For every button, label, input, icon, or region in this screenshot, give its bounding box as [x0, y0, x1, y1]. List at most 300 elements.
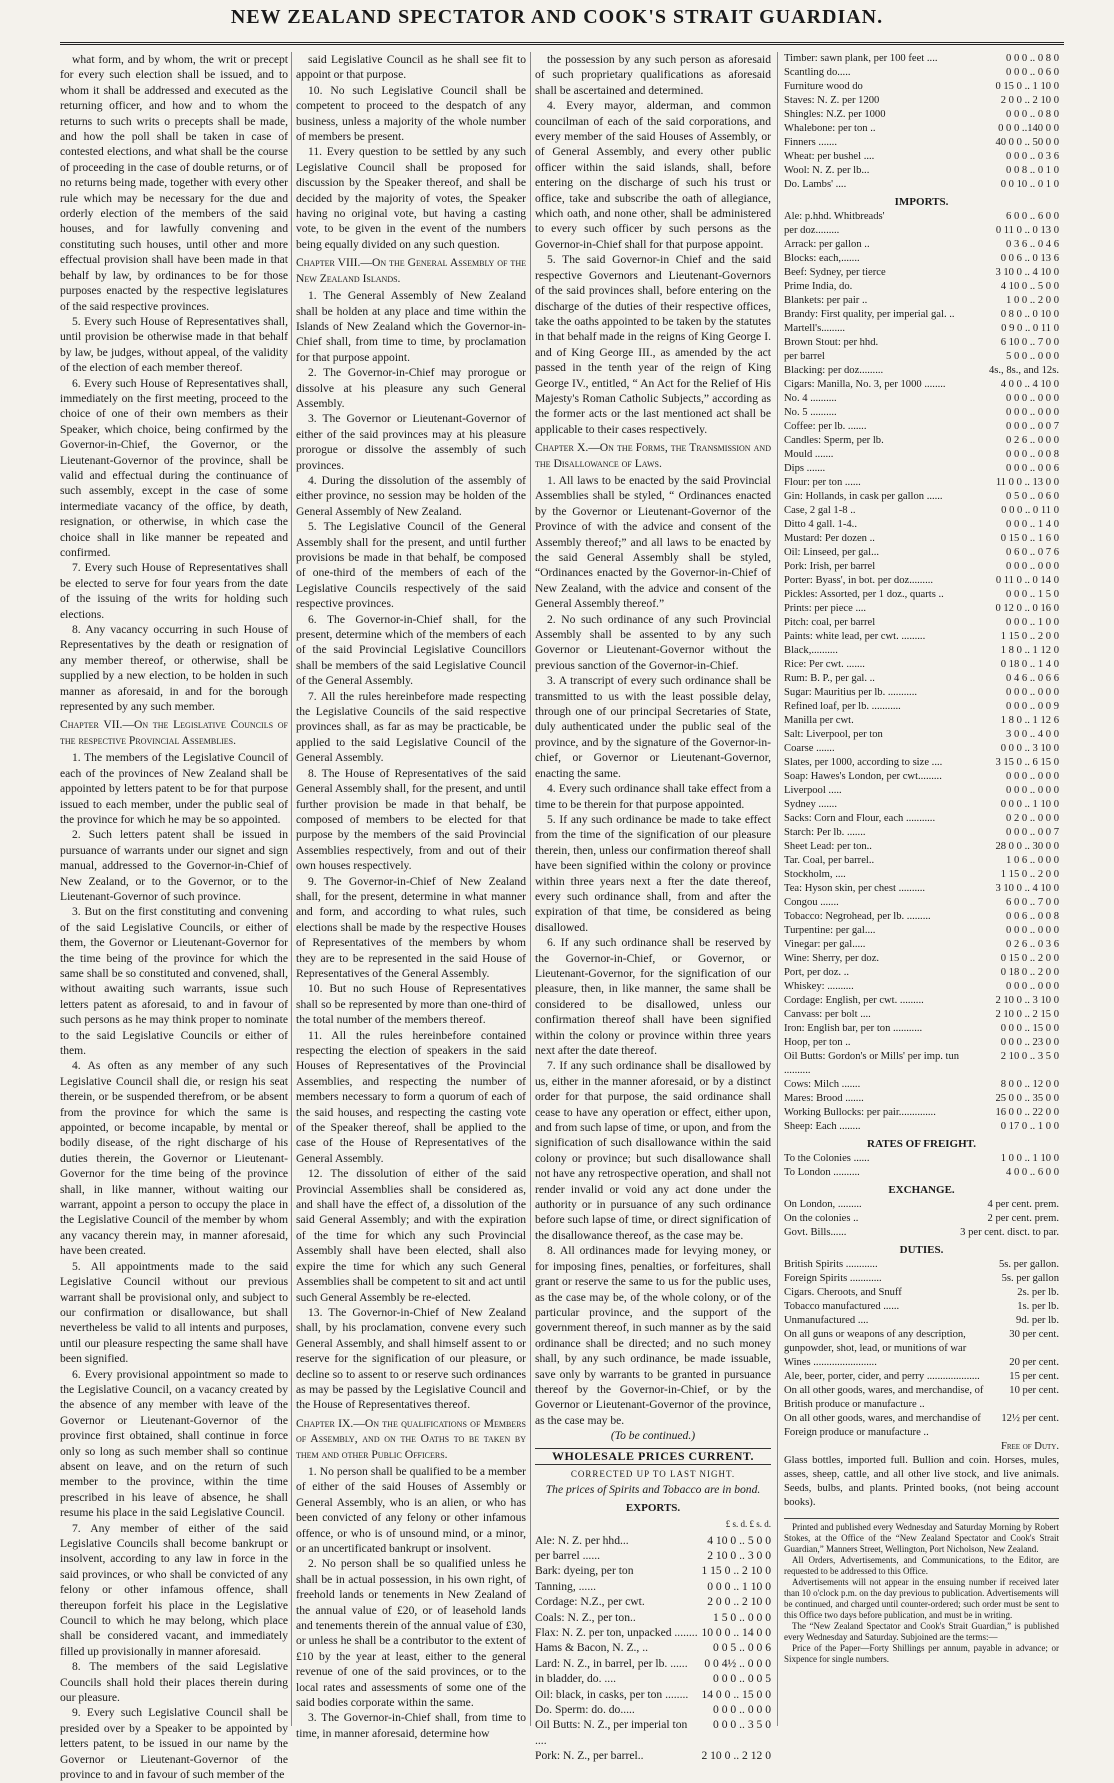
duty-row: [784, 1286, 1059, 1300]
item-name: Wheat: per bushel ....: [784, 151, 875, 162]
item-name: Whiskey: ..........: [784, 981, 854, 992]
imprint-line: The “New Zealand Spectator and Cook's Strait Guardian,” is published every Wednesday and Saturday. Subjoined are the terms:—: [784, 1621, 1059, 1642]
item-price: 8 0 0 .. 12 0 0: [1000, 1079, 1059, 1090]
import-row: [784, 812, 1059, 826]
item-name: Wine: Sherry, per doz.: [784, 953, 880, 964]
item-name: Oil: black, in casks, per ton ........: [535, 1687, 689, 1701]
item-price: 40 0 0 .. 50 0 0: [995, 137, 1059, 148]
export-row: [535, 1656, 771, 1671]
item-name: Tobacco manufactured ......: [784, 1301, 900, 1312]
item-name: Furniture wood do: [784, 81, 863, 92]
paragraph: 5. The Legislative Council of the General Assembly shall for the present, and until further provisions be made in that behalf, be composed of one-third of the members of each of the Legislative Councils respectively of the said respective provinces.: [296, 520, 526, 611]
duties-table: [784, 1258, 1059, 1440]
item-price: 0 0 0 .. 0 6 0: [1006, 67, 1059, 78]
item-price: 0 0 0 .. 0 0 8: [1006, 449, 1059, 460]
item-price: 15 per cent.: [1009, 1371, 1059, 1382]
item-name: Bark: dyeing, per ton: [535, 1564, 634, 1578]
export-row: [535, 1594, 771, 1609]
import-row: [784, 476, 1059, 490]
paragraph: 6. The Governor-in-Chief shall, for the present, determine which of the members of each of the said Provincial Legislative Councillors shall be members of the said Legislative Council of the General Assembly.: [296, 612, 526, 688]
import-row: [784, 616, 1059, 630]
imprint-line: Advertisements will not appear in the ensuing number if received later than 10 o'clock p.m. on the day previous to publication. Advertisements will be continued, and charged until counter-ordered; such order must be sent to this Office two days before publication, and must be in writing.: [784, 1577, 1059, 1620]
item-price: 0 0 0 .. 1 5 0: [1006, 589, 1059, 600]
item-name: Tea: Hyson skin, per chest ..........: [784, 883, 926, 894]
item-price: 2 0 0 .. 2 10 0: [1000, 95, 1059, 106]
item-name: Starch: Per lb. .......: [784, 827, 866, 838]
item-price: 0 0 0 .. 0 3 6: [1006, 151, 1059, 162]
item-price: 0 17 0 .. 1 0 0: [1000, 1121, 1059, 1132]
import-row: [784, 728, 1059, 742]
item-name: Port, per doz. ..: [784, 967, 850, 978]
import-row: [784, 546, 1059, 560]
import-row: [784, 252, 1059, 266]
item-price: 2s. per lb.: [1017, 1287, 1059, 1298]
import-row: [784, 658, 1059, 672]
import-row: [784, 420, 1059, 434]
import-row: [784, 994, 1059, 1008]
item-price: 0 0 0 .. 0 11 0: [1001, 505, 1059, 516]
item-price: 6 10 0 .. 7 0 0: [1000, 337, 1059, 348]
import-row: [784, 588, 1059, 602]
import-row: [784, 322, 1059, 336]
import-row: [784, 378, 1059, 392]
item-price: 2 10 0 .. 2 12 0: [701, 1749, 771, 1763]
duty-row: [784, 1258, 1059, 1272]
item-name: No. 4 ..........: [784, 393, 837, 404]
item-price: 0 0 0 .. 0 0 0: [1006, 771, 1059, 782]
item-price: 1 8 0 .. 1 12 0: [1000, 645, 1059, 656]
item-price: 0 0 0 .. 3 5 0: [713, 1718, 771, 1732]
imprint: [784, 1518, 1059, 1665]
duty-row: [784, 1272, 1059, 1286]
import-row: [784, 868, 1059, 882]
item-name: Whalebone: per ton ..: [784, 123, 876, 134]
paragraph: 9. Every such Legislative Council shall be presided over by a Speaker to be appointed by letters patent, to be issued in our name by the Governor or Lieutenant-Governor of the province to and in favour of such member of the: [60, 1706, 288, 1782]
import-row: [784, 574, 1059, 588]
import-row: [784, 952, 1059, 966]
import-row: [784, 504, 1059, 518]
paragraph: 5. If any such ordinance be made to take effect from the time of the signification of our pleasure therein, then, unless our confirmation thereof shall have been signified within the colony or province within three years next a fter the date thereof, every such ordinance shall, from and after the expiration of that time, be considered as being disallowed.: [535, 812, 771, 934]
item-price: 5s. per gallon.: [998, 1259, 1059, 1270]
item-price: 14 0 0 .. 15 0 0: [701, 1687, 771, 1701]
item-price: 1 0 0 .. 2 0 0: [1006, 295, 1059, 306]
paragraph: 7. Any member of either of the said Legislative Councils shall become bankrupt or insolvent, according to any law in force in the said provinces, or who shall be convicted of any felony or other infamous offence, shall thereupon forfeit his place in the Legislative Council to which he may belong, which place shall be considered vacant, and immediately filled up provisionally in manner aforesaid.: [60, 1521, 288, 1658]
paragraph: 4. Every such ordinance shall take effect from a time to be therein for that purpose appointed.: [535, 782, 771, 811]
item-price: 1 15 0 .. 2 0 0: [1000, 631, 1059, 642]
item-name: Cigars: Manilla, No. 3, per 1000 ........: [784, 379, 946, 390]
import-row: [784, 854, 1059, 868]
item-price: 0 0 0 .. 0 0 0: [1006, 687, 1059, 698]
exchange-row: [784, 1212, 1059, 1226]
item-price: 0 0 0 .. 0 0 5: [713, 1672, 771, 1686]
paragraph: 8. Any vacancy occurring in such House of Representatives by the death or resignation of any member thereof, or otherwise, shall be supplied by a new election, to be holden in such manner as aforesaid, in and for the borough represented by any such member.: [60, 623, 288, 714]
item-price: 2 10 0 .. 3 0 0: [707, 1549, 771, 1562]
item-name: Brandy: First quality, per imperial gal. ..: [784, 309, 955, 320]
item-name: Hams & Bacon, N. Z., ..: [535, 1641, 649, 1655]
item-price: 0 0 0 ..140 0 0: [998, 123, 1059, 134]
exchange-row: [784, 1198, 1059, 1212]
import-row: [784, 350, 1059, 364]
item-price: 1s. per lb.: [1017, 1301, 1059, 1312]
item-name: Iron: English bar, per ton ...........: [784, 1023, 923, 1034]
import-row: [784, 910, 1059, 924]
item-price: 0 0 0 .. 0 0 0: [1006, 785, 1059, 796]
item-name: Blocks: each,.......: [784, 253, 860, 264]
exports-title: EXPORTS.: [625, 1501, 681, 1514]
import-row: [784, 1050, 1059, 1078]
item-name: Liverpool .....: [784, 785, 842, 796]
export-row: [535, 1533, 771, 1548]
paragraph: 1. The members of the Legislative Council of each of the provinces of New Zealand shall be appointed by letters patent to be for that purpose issued to each member, under the public seal of the province for which he may be so appointed.: [60, 751, 288, 826]
item-name: Paints: white lead, per cwt. .........: [784, 631, 926, 642]
item-name: Ale: p.hhd. Whitbreads': [784, 211, 885, 222]
item-price: 3 15 0 .. 6 15 0: [995, 757, 1059, 768]
duty-row: [784, 1356, 1059, 1370]
duty-row: [784, 1412, 1059, 1440]
import-row: [784, 266, 1059, 280]
item-name: Gin: Hollands, in cask per gallon ......: [784, 491, 943, 502]
item-name: Working Bullocks: per pair..............: [784, 1107, 936, 1118]
import-row: [784, 490, 1059, 504]
item-price: 0 0 0 .. 0 8 0: [1006, 109, 1059, 120]
item-price: 0 0 0 .. 0 0 0: [713, 1703, 771, 1717]
item-name: in bladder, do. ....: [535, 1672, 616, 1686]
item-name: Congou .......: [784, 897, 839, 908]
imprint-line: Printed and published every Wednesday and Saturday Morning by Robert Stokes, at the Office of the “New Zealand Spectator and Cook's Strait Guardian,” Manners Street, Wellington, Port Nicholson, New Zealand.: [784, 1522, 1059, 1554]
item-name: Oil Butts: N. Z., per imperial ton ....: [535, 1718, 688, 1747]
item-name: Refined loaf, per lb. ...........: [784, 701, 901, 712]
export-row: [535, 1579, 771, 1594]
import-row: [784, 406, 1059, 420]
exports-table: [535, 1533, 771, 1764]
item-price: 3 per cent. disct. to par.: [960, 1227, 1059, 1238]
import-row: [784, 966, 1059, 980]
price-row: [784, 178, 1059, 192]
import-row: [784, 938, 1059, 952]
price-row: [784, 164, 1059, 178]
item-price: 0 6 0 .. 0 7 6: [1006, 547, 1059, 558]
item-price: 0 4 6 .. 0 6 6: [1006, 673, 1059, 684]
import-row: [784, 462, 1059, 476]
item-price: 30 per cent.: [1009, 1329, 1059, 1340]
item-price: 0 9 0 .. 0 11 0: [1001, 323, 1059, 334]
item-price: 5 0 0 .. 0 0 0: [1006, 351, 1059, 362]
item-price: 0 0 0 .. 23 0 0: [1000, 1037, 1059, 1048]
item-price: 1 5 0 .. 0 0 0: [713, 1610, 771, 1624]
item-name: Do. Sperm: do. do.....: [535, 1703, 635, 1717]
export-row: [535, 1748, 771, 1763]
item-name: On London, .........: [784, 1199, 862, 1210]
paragraph: the possession by any such person as aforesaid of such proprietary qualifications as aforesaid shall be ascertained and determined.: [535, 53, 771, 97]
item-price: 10 per cent.: [1009, 1385, 1059, 1396]
item-name: Pickles: Assorted, per 1 doz., quarts ..: [784, 589, 944, 600]
export-row: [535, 1671, 771, 1686]
import-row: [784, 826, 1059, 840]
item-price: 0 3 6 .. 0 4 6: [1006, 239, 1059, 250]
item-name: Blankets: per pair ..: [784, 295, 868, 306]
item-price: 1 0 0 .. 1 10 0: [1000, 1153, 1059, 1164]
freight-row: [784, 1166, 1059, 1180]
item-name: per barrel: [784, 351, 825, 362]
item-price: 0 0 0 .. 0 0 0: [1006, 925, 1059, 936]
item-price: 10 0 0 .. 14 0 0: [701, 1626, 771, 1640]
duty-row: [784, 1384, 1059, 1412]
item-name: Pork: N. Z., per barrel..: [535, 1749, 644, 1763]
item-price: 9d. per lb.: [1016, 1315, 1059, 1326]
item-price: 4 per cent. prem.: [987, 1199, 1059, 1210]
export-row: [535, 1687, 771, 1702]
price-row: [784, 122, 1059, 136]
paragraph: 3. But on the first constituting and convening of the said Legislative Councils, or either of them, the Governor or Lieutenant-Governor for the time being of the province for which the same shall be so constituted and convened, shall, without awaiting such warrants, issue such letters patent as aforesaid, to and in favour of such persons as he may think proper to nominate to the said Legislative Councils or either of them.: [60, 905, 288, 1057]
price-row: [784, 80, 1059, 94]
paragraph: 6. Every provisional appointment so made to the Legislative Council, on a vacancy created by the absence of any member with leave of the Governor or Lieutenant-Governor of the province first obtained, shall continue in force only so long as such member shall so continue absent on leave, and on the return of such member to the province, within the time prescribed in his leave of absence, he shall resume his place in the said Legislative Council.: [60, 1367, 288, 1520]
exchange-table: [784, 1198, 1059, 1240]
item-name: Beef: Sydney, per tierce: [784, 267, 886, 278]
import-row: [784, 798, 1059, 812]
item-name: Vinegar: per gal.....: [784, 939, 866, 950]
chapter-heading: Chapter X.—On the Forms, the Transmission and the Disallowance of Laws.: [535, 441, 771, 470]
item-name: Govt. Bills......: [784, 1227, 847, 1238]
item-price: 1 15 0 .. 2 0 0: [1000, 869, 1059, 880]
import-row: [784, 924, 1059, 938]
column-divider: [777, 52, 778, 1726]
item-price: 4s., 8s., and 12s.: [988, 365, 1059, 376]
import-row: [784, 840, 1059, 854]
imprint-line: Price of the Paper—Forty Shillings per annum, payable in advance; or Sixpence for single numbers.: [784, 1643, 1059, 1664]
paragraph: 7. If any such ordinance shall be disallowed by us, either in the manner aforesaid, or by a distinct order for that purpose, the said ordinance shall cease to have any operation or effect, either upon, and from such lapse of time, or upon, and from the signification of such disallowance within the said colony or province; but such disallowance shall not have any retrospective operation, and shall not render invalid or void any act done under the authority or in pursuance of any such ordinance before such lapse of time, or direct signification of the disallowance thereof, as the case may be.: [535, 1059, 771, 1242]
item-price: 0 0 0 .. 0 0 0: [1006, 561, 1059, 572]
import-row: [784, 672, 1059, 686]
export-row: [535, 1625, 771, 1640]
price-row: [784, 94, 1059, 108]
item-price: 25 0 0 .. 35 0 0: [995, 1093, 1059, 1104]
column-1: [60, 52, 288, 1783]
paragraph: 2. The Governor-in-Chief may prorogue or dissolve at his pleasure any such General Assembly.: [296, 366, 526, 410]
paragraph: 3. The Governor-in-Chief shall, from time to time, in manner aforesaid, determine how: [296, 1711, 526, 1740]
item-price: 2 10 0 .. 3 5 0: [1000, 1051, 1059, 1062]
item-price: 4 10 0 .. 5 0 0: [1000, 281, 1059, 292]
paragraph: 10. But no such House of Representatives shall so be represented by more than one-third of the total number of the members thereof.: [296, 982, 526, 1027]
paragraph: 1. No person shall be qualified to be a member of either of the said Houses of Assembly or General Assembly, who is an alien, or who has been convicted of any felony or other infamous offence, or who is of unsound mind, or a minor, or an uncertificated bankrupt or insolvent.: [296, 1464, 526, 1555]
item-name: On the colonies ..: [784, 1213, 859, 1224]
item-price: 0 0 6 .. 0 0 8: [1006, 911, 1059, 922]
item-name: Scantling do.....: [784, 67, 851, 78]
item-price: 0 0 6 .. 0 13 6: [1000, 253, 1059, 264]
item-name: Sheep: Each ........: [784, 1121, 861, 1132]
paragraph: 11. All the rules hereinbefore contained respecting the election of speakers in the said Houses of Representatives of the Provincial Assemblies, and respecting the number of members necessary to form a quorum of each of the said houses, and respecting the casting vote of the Speaker thereof, shall be applied to the case of the House of Representatives of the General Assembly.: [296, 1028, 526, 1165]
paragraph: 6. If any such ordinance shall be reserved by the Governor-in-Chief, or Governor, or Lieutenant-Governor, for the signification of our pleasure, then, in like manner, the same shall be considered to be disallowed, unless our confirmation thereof shall have been signified within the colony or province within three years next after the date thereof.: [535, 936, 771, 1057]
paragraph: 7. Every such House of Representatives shall be elected to serve for four years from the date of the issuing of the writs for holding such elections.: [60, 561, 288, 621]
item-name: Cordage: N.Z., per cwt.: [535, 1595, 645, 1609]
item-price: 0 0 0 .. 0 0 0: [1006, 981, 1059, 992]
import-row: [784, 224, 1059, 238]
import-row: [784, 896, 1059, 910]
item-price: 28 0 0 .. 30 0 0: [995, 841, 1059, 852]
item-price: 0 18 0 .. 1 4 0: [1000, 659, 1059, 670]
paragraph: 10. No such Legislative Council shall be competent to proceed to the despatch of any business, unless a majority of the whole number of members be present.: [296, 83, 526, 144]
imprint-line: All Orders, Advertisements, and Communications, to the Editor, are requested to be addressed to this Office.: [784, 1555, 1059, 1576]
item-price: 0 0 0 .. 0 8 0: [1006, 53, 1059, 64]
item-name: Shingles: N.Z. per 1000: [784, 109, 886, 120]
item-price: 0 0 0 .. 0 0 0: [1006, 407, 1059, 418]
item-name: Wool: N. Z. per lb...: [784, 165, 870, 176]
import-row: [784, 980, 1059, 994]
masthead: NEW ZEALAND SPECTATOR AND COOK'S STRAIT GUARDIAN.: [230, 6, 884, 28]
item-price: 0 15 0 .. 1 10 0: [995, 81, 1059, 92]
item-price: 16 0 0 .. 22 0 0: [995, 1107, 1059, 1118]
item-price: 0 0 0 .. 15 0 0: [1000, 1023, 1059, 1034]
import-row: [784, 630, 1059, 644]
item-price: 0 0 0 .. 0 0 7: [1006, 827, 1059, 838]
item-price: 0 0 0 .. 1 0 0: [1006, 617, 1059, 628]
item-name: Finners .......: [784, 137, 837, 148]
duties-title: DUTIES.: [899, 1244, 944, 1256]
column-3: [535, 52, 771, 1764]
item-name: Rum: B. P., per gal. ..: [784, 673, 875, 684]
paragraph: 1. All laws to be enacted by the said Provincial Assemblies shall be styled, “ Ordinances enacted by the Governor or Lieutenant-Governor of the Province of with the advice and consent of the Assembly thereof;” and all laws to be enacted by the said General Assembly shall be styled, “Ordinances enacted by the Governor-in-Chief of New Zealand, with the advice and consent of the General Assembly thereof.”: [535, 473, 771, 611]
exports-units: £ s. d. £ s. d.: [725, 1519, 771, 1530]
paragraph: 12. The dissolution of either of the said Provincial Assemblies shall be considered as, and shall have the effect of, a dissolution of the said General Assembly; and with the expiration of the time for which any such Provincial Assembly shall have been elected, shall also expire the time for which any such General Assemblies shall be competent to sit and act until such General Assembly be re-elected.: [296, 1167, 526, 1304]
item-price: 0 12 0 .. 0 16 0: [995, 603, 1059, 614]
item-price: 6 0 0 .. 7 0 0: [1006, 897, 1059, 908]
item-name: Lard: N. Z., in barrel, per lb. ......: [535, 1656, 688, 1670]
paragraph: 9. The Governor-in-Chief of New Zealand shall, for the present, determine in what manner and form, and according to what rules, such elections shall be made by the respective Houses of Representatives of the members by whom they are to be represented in the said House of Representatives of the General Assembly.: [296, 874, 526, 980]
import-row: [784, 448, 1059, 462]
export-row: [535, 1702, 771, 1717]
item-name: Oil Butts: Gordon's or Mills' per imp. tun ..........: [784, 1051, 960, 1076]
import-row: [784, 714, 1059, 728]
import-row: [784, 756, 1059, 770]
import-row: [784, 1092, 1059, 1106]
price-row: [784, 108, 1059, 122]
item-name: per barrel ......: [535, 1549, 601, 1562]
paragraph: 5. All appointments made to the said Legislative Council without our previous warrant shall be provisional only, and subject to our confirmation or disallowance, but shall nevertheless be valid to all intents and purposes, until our pleasure respecting the same shall have been signified.: [60, 1259, 288, 1366]
import-row: [784, 1120, 1059, 1134]
item-name: Salt: Liverpool, per ton: [784, 729, 883, 740]
item-name: Ditto 4 gall. 1-4..: [784, 519, 857, 530]
item-name: British Spirits ............: [784, 1259, 878, 1270]
item-price: 3 0 0 .. 4 0 0: [1006, 729, 1059, 740]
item-price: 2 per cent. prem.: [987, 1213, 1059, 1224]
item-name: Pitch: coal, per barrel: [784, 617, 876, 628]
price-row: [784, 136, 1059, 150]
import-row: [784, 882, 1059, 896]
item-name: Martell's.........: [784, 323, 846, 334]
item-price: 4 0 0 .. 6 0 0: [1006, 1167, 1059, 1178]
import-row: [784, 1036, 1059, 1050]
item-price: 0 2 6 .. 0 3 6: [1006, 939, 1059, 950]
import-row: [784, 1106, 1059, 1120]
item-price: 0 15 0 .. 2 0 0: [1000, 953, 1059, 964]
imports-title: IMPORTS.: [894, 196, 949, 208]
item-name: Canvass: per bolt ....: [784, 1009, 871, 1020]
duty-row: [784, 1300, 1059, 1314]
duty-row: [784, 1328, 1059, 1356]
import-row: [784, 364, 1059, 378]
item-price: 0 0 0 .. 0 0 0: [1006, 393, 1059, 404]
item-price: 0 0 10 .. 0 1 0: [1000, 179, 1059, 190]
item-price: 0 11 0 .. 0 14 0: [995, 575, 1059, 586]
item-price: 0 0 0 .. 0 0 7: [1006, 421, 1059, 432]
price-row: [784, 52, 1059, 66]
import-row: [784, 238, 1059, 252]
item-name: Soap: Hawes's London, per cwt.........: [784, 771, 942, 782]
item-name: Stockholm, ....: [784, 869, 846, 880]
paragraph: what form, and by whom, the writ or precept for every such election shall be issued, and to whom it shall be addressed and executed as the returning officer, and how and to whom the returns to such writs o precepts shall be made, and how the poll shall be taken in case of contested elections, and what shall be the course of proceeding in the case of double returns, or of no returns being made, together with every other rule which may be necessary for the due and orderly election of the members of the said houses, and for lawfully convening and constituting such houses, until other and more effectual provision shall have been made in that behalf by law, by ordinances to be for those purposes enacted by the respective legislatures of the said respective provinces.: [60, 53, 288, 313]
item-name: To London ..........: [784, 1167, 860, 1178]
item-name: Cordage: English, per cwt. .........: [784, 995, 924, 1006]
freight-row: [784, 1152, 1059, 1166]
item-name: Black,..........: [784, 645, 838, 656]
item-name: Mares: Brood .......: [784, 1093, 864, 1104]
export-row: [535, 1548, 771, 1563]
import-row: [784, 518, 1059, 532]
column-divider: [530, 52, 531, 1726]
item-name: Do. Lambs' ....: [784, 179, 847, 190]
export-row: [535, 1563, 771, 1578]
item-name: Rice: Per cwt. .......: [784, 659, 865, 670]
item-name: On all other goods, wares, and merchandise of Foreign produce or manufacture ..: [784, 1413, 981, 1438]
import-row: [784, 770, 1059, 784]
item-name: Timber: sawn plank, per 100 feet ....: [784, 53, 938, 64]
paragraph: 8. The members of the said Legislative Councils shall hold their places therein during our pleasure.: [60, 1660, 288, 1705]
item-price: 2 10 0 .. 3 10 0: [995, 995, 1059, 1006]
item-price: 0 5 0 .. 0 6 0: [1006, 491, 1059, 502]
import-row: [784, 434, 1059, 448]
item-name: Candles: Sperm, per lb.: [784, 435, 884, 446]
item-price: 0 0 0 .. 1 10 0: [707, 1579, 771, 1593]
paragraph: 2. No person shall be so qualified unless he shall be in actual possession, in his own right, of freehold lands or tenements in New Zealand of the annual value of £20, or of leasehold lands and tenements therein of the annual value of £30, or unless he shall be a contributor to the extent of £10 by the year at least, either to the general revenue of one of the said provinces, or to the local rates and assessments of some one of the said bodies corporate within the same.: [296, 1557, 526, 1710]
paragraph: 2. Such letters patent shall be issued in pursuance of warrants under our signet and sign manual, addressed to the Governor-in-Chief of New Zealand, or to the Governor, or to the Lieutenant-Governor of such province.: [60, 828, 288, 903]
paragraph: 1. The General Assembly of New Zealand shall be holden at any place and time within the Islands of New Zealand which the Governor-in-Chief shall, from time to time, by proclamation for that purpose appoint.: [296, 289, 526, 364]
exchange-title: EXCHANGE.: [888, 1184, 955, 1196]
timber-table: [784, 52, 1059, 192]
item-name: Sugar: Mauritius per lb. ...........: [784, 687, 917, 698]
item-name: Sydney .......: [784, 799, 837, 810]
import-row: [784, 532, 1059, 546]
import-row: [784, 294, 1059, 308]
paragraph: 7. All the rules hereinbefore made respecting the Legislative Councils of the said respective provinces shall, as far as may be practicable, be applied to the said Legislative Council of the General Assembly.: [296, 689, 526, 765]
import-row: [784, 1008, 1059, 1022]
item-price: 0 2 6 .. 0 0 0: [1006, 435, 1059, 446]
item-name: Blacking: per doz.........: [784, 365, 884, 376]
export-row: [535, 1610, 771, 1625]
item-price: 12½ per cent.: [1001, 1413, 1059, 1424]
paragraph: said Legislative Council as he shall see fit to appoint or that purpose.: [296, 53, 526, 82]
item-price: 0 18 0 .. 2 0 0: [1000, 967, 1059, 978]
paragraph: 6. Every such House of Representatives shall, immediately on the first meeting, proceed to the choice of one of their own members as their Speaker, which choice, being confirmed by the Governor-in-Chief, the Governor, or the Lieutenant-Governor of the province, shall be valid and effectual during the continuance of such assembly, except in the case of some intermediate vacancy of the office, by death, resignation, or otherwise, in which case the choice shall in like manner be repeated and confirmed.: [60, 376, 288, 559]
paragraph: 4. During the dissolution of the assembly of either province, no session may be holden of the General Assembly of New Zealand.: [296, 473, 526, 518]
export-row: [535, 1640, 771, 1655]
paragraph: 4. Every mayor, alderman, and common councilman of each of the said corporations, and every member of the said Houses of Assembly, or of General Assembly, and every other public officer within the said islands, shall, before entering on the discharge of such his trust or office, take and subscribe the oath of allegiance, which oath, and none other, shall be administered to every such officer by such persons as the Governor-in-Chief shall for that purpose appoint.: [535, 99, 771, 251]
item-name: Flour: per ton ......: [784, 477, 861, 488]
item-name: Manilla per cwt.: [784, 715, 854, 726]
paragraph: 3. A transcript of every such ordinance shall be transmitted to us with the least possible delay, through one of our principal Secretaries of State, duly authenticated under the public seal of the province, and by the signature of the Governor-in-chief, or Governor or Lieutenant-Governor, enacting the same.: [535, 674, 771, 780]
paragraph: 2. No such ordinance of any such Provincial Assembly shall be assented to by any such Governor or Lieutenant-Governor without the previous sanction of the Governor-in-Chief.: [535, 612, 771, 672]
item-price: 4 0 0 .. 4 10 0: [1000, 379, 1059, 390]
item-name: Tobacco: Negrohead, per lb. .........: [784, 911, 931, 922]
item-name: Coals: N. Z., per ton..: [535, 1610, 636, 1624]
column-divider: [291, 52, 292, 1726]
item-name: per doz.........: [784, 225, 840, 236]
paragraph: 3. The Governor or Lieutenant-Governor of either of the said provinces may at his pleasure prorogue or dissolve the assembly of such provinces.: [296, 412, 526, 472]
column-2: [296, 52, 526, 1741]
item-price: 2 10 0 .. 2 15 0: [995, 1009, 1059, 1020]
chapter-heading: Chapter IX.—On the qualifications of Members of Assembly, and on the Oaths to be taken by them and other Public Officers.: [296, 1416, 526, 1461]
exchange-row: [784, 1226, 1059, 1240]
item-name: Ale: N. Z. per hhd...: [535, 1533, 629, 1547]
item-name: On all guns or weapons of any description, gunpowder, shot, lead, or munitions of war: [784, 1329, 967, 1354]
